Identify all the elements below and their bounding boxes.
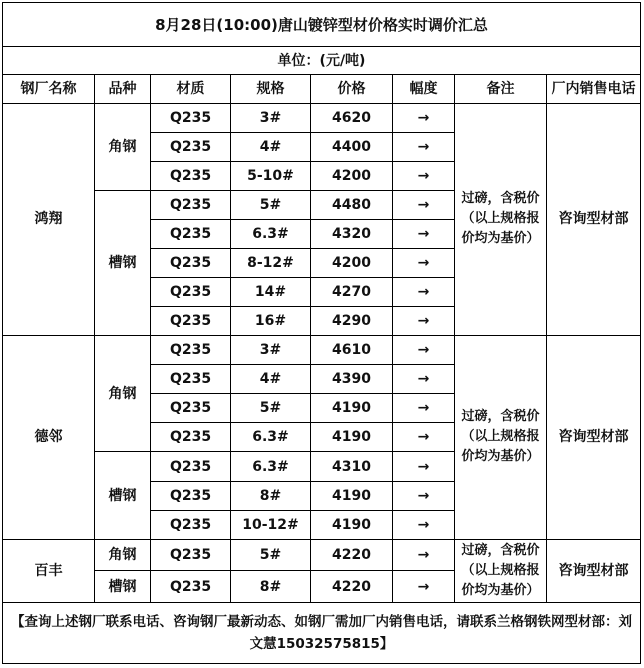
price-cell: 4190 (311, 481, 393, 510)
spec-cell: 6.3# (231, 452, 311, 481)
spec-cell: 5# (231, 394, 311, 423)
footer-contact-note: 【查询上述钢厂联系电话、咨询钢厂最新动态、如钢厂需加厂内销售电话，请联系兰格钢铁网型材部：刘文慧15032575815】 (3, 603, 641, 664)
product-kind: 槽钢 (95, 571, 151, 603)
factory-name: 德邻 (3, 336, 95, 539)
material-cell: Q235 (151, 190, 231, 219)
spec-cell: 8# (231, 571, 311, 603)
spec-cell: 5-10# (231, 161, 311, 190)
material-cell: Q235 (151, 481, 231, 510)
material-cell: Q235 (151, 219, 231, 248)
price-cell: 4320 (311, 219, 393, 248)
header-material: 材质 (151, 75, 231, 103)
table-row (3, 103, 641, 132)
spec-cell: 4# (231, 132, 311, 161)
price-cell: 4620 (311, 103, 393, 132)
material-cell: Q235 (151, 365, 231, 394)
unit-label: 单位：(元/吨) (3, 47, 641, 75)
header-factory: 钢厂名称 (3, 75, 95, 103)
material-cell: Q235 (151, 307, 231, 336)
header-note: 备注 (455, 75, 547, 103)
remark-note: 过磅，含税价（以上规格报价均为基价） (455, 103, 547, 336)
price-cell: 4200 (311, 161, 393, 190)
material-cell: Q235 (151, 278, 231, 307)
change-arrow: → (393, 423, 455, 452)
sales-contact: 咨询型材部 (547, 336, 641, 539)
spec-cell: 8-12# (231, 249, 311, 278)
price-cell: 4190 (311, 423, 393, 452)
price-cell: 4270 (311, 278, 393, 307)
page-title: 8月28日(10:00)唐山镀锌型材价格实时调价汇总 (3, 3, 641, 47)
change-arrow: → (393, 103, 455, 132)
price-cell: 4390 (311, 365, 393, 394)
sales-contact: 咨询型材部 (547, 103, 641, 336)
header-spec: 规格 (231, 75, 311, 103)
spec-cell: 5# (231, 539, 311, 571)
product-kind: 槽钢 (95, 452, 151, 539)
material-cell: Q235 (151, 103, 231, 132)
price-cell: 4480 (311, 190, 393, 219)
spec-cell: 10-12# (231, 510, 311, 539)
price-cell: 4220 (311, 571, 393, 603)
table-row (3, 336, 641, 365)
change-arrow: → (393, 336, 455, 365)
material-cell: Q235 (151, 423, 231, 452)
change-arrow: → (393, 307, 455, 336)
sales-contact: 咨询型材部 (547, 539, 641, 602)
change-arrow: → (393, 481, 455, 510)
table-row (3, 539, 641, 571)
material-cell: Q235 (151, 336, 231, 365)
spec-cell: 6.3# (231, 219, 311, 248)
price-cell: 4290 (311, 307, 393, 336)
material-cell: Q235 (151, 510, 231, 539)
factory-name: 鸿翔 (3, 103, 95, 336)
change-arrow: → (393, 510, 455, 539)
change-arrow: → (393, 539, 455, 571)
spec-cell: 5# (231, 190, 311, 219)
price-cell: 4190 (311, 394, 393, 423)
change-arrow: → (393, 161, 455, 190)
spec-cell: 4# (231, 365, 311, 394)
material-cell: Q235 (151, 132, 231, 161)
change-arrow: → (393, 249, 455, 278)
header-contact: 厂内销售电话 (547, 75, 641, 103)
price-cell: 4220 (311, 539, 393, 571)
product-kind: 角钢 (95, 539, 151, 571)
factory-name: 百丰 (3, 539, 95, 602)
price-cell: 4610 (311, 336, 393, 365)
header-change: 幅度 (393, 75, 455, 103)
price-cell: 4310 (311, 452, 393, 481)
header-kind: 品种 (95, 75, 151, 103)
spec-cell: 14# (231, 278, 311, 307)
remark-note: 过磅，含税价（以上规格报价均为基价） (455, 336, 547, 539)
change-arrow: → (393, 132, 455, 161)
change-arrow: → (393, 278, 455, 307)
spec-cell: 3# (231, 103, 311, 132)
header-price: 价格 (311, 75, 393, 103)
change-arrow: → (393, 219, 455, 248)
price-cell: 4190 (311, 510, 393, 539)
spec-cell: 8# (231, 481, 311, 510)
change-arrow: → (393, 190, 455, 219)
material-cell: Q235 (151, 539, 231, 571)
price-summary-table (2, 2, 641, 664)
product-kind: 角钢 (95, 103, 151, 190)
change-arrow: → (393, 571, 455, 603)
product-kind: 槽钢 (95, 190, 151, 335)
material-cell: Q235 (151, 394, 231, 423)
change-arrow: → (393, 365, 455, 394)
spec-cell: 3# (231, 336, 311, 365)
spec-cell: 6.3# (231, 423, 311, 452)
product-kind: 角钢 (95, 336, 151, 452)
remark-note: 过磅，含税价（以上规格报价均为基价） (455, 539, 547, 602)
price-cell: 4400 (311, 132, 393, 161)
material-cell: Q235 (151, 249, 231, 278)
header-row (3, 75, 641, 103)
material-cell: Q235 (151, 571, 231, 603)
material-cell: Q235 (151, 161, 231, 190)
change-arrow: → (393, 452, 455, 481)
change-arrow: → (393, 394, 455, 423)
spec-cell: 16# (231, 307, 311, 336)
price-cell: 4200 (311, 249, 393, 278)
material-cell: Q235 (151, 452, 231, 481)
